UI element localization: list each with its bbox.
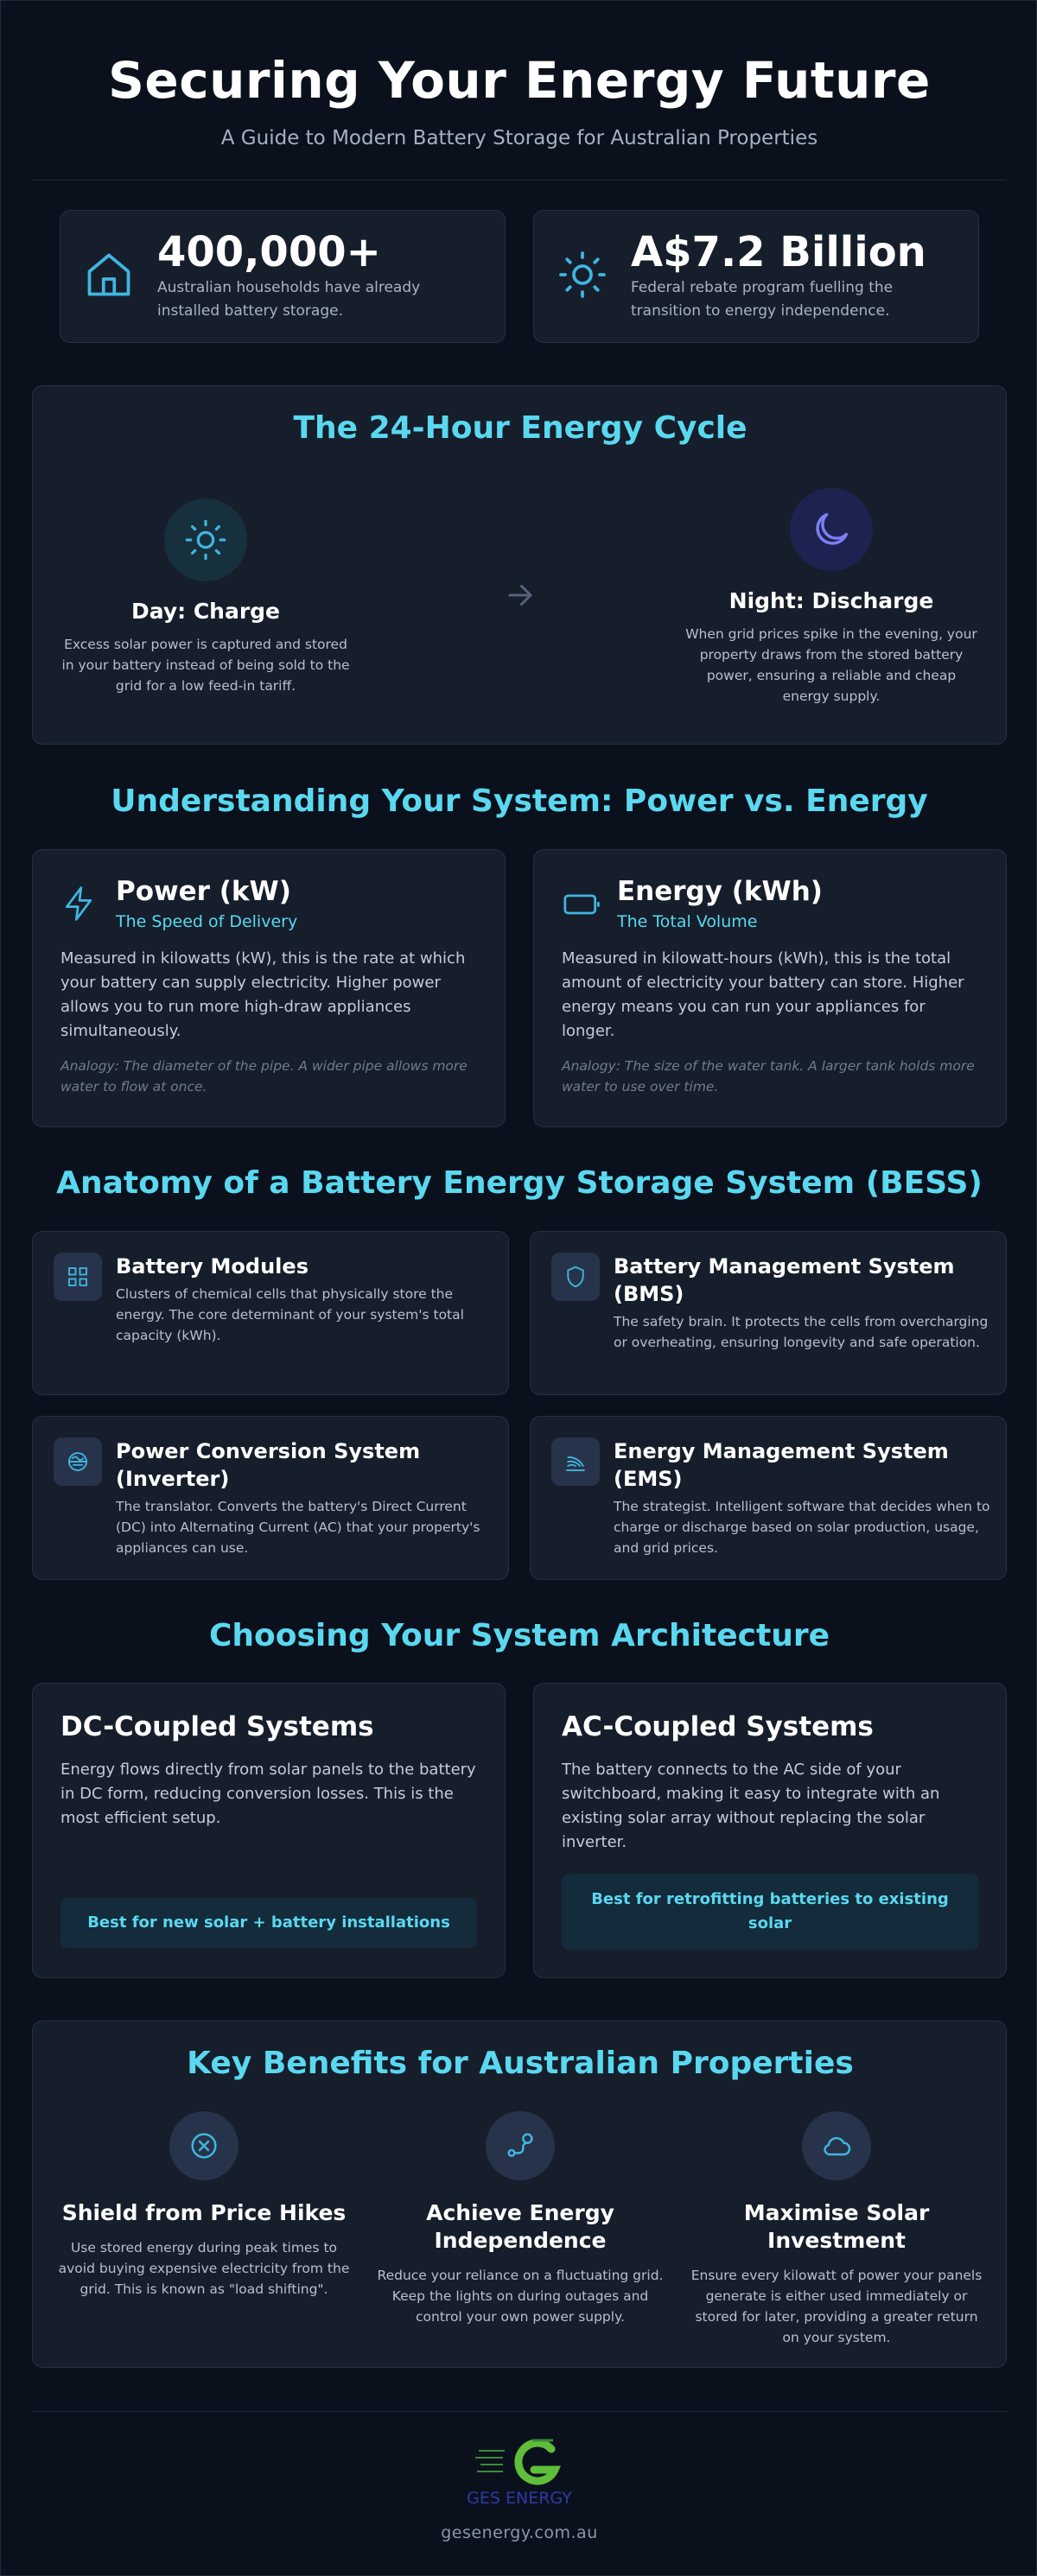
card-description: Energy flows directly from solar panels to the battery in DC form, reducing conversion losses. This is the most efficient setup.: [60, 1761, 476, 1827]
cycle-description: When grid prices spike in the evening, your property draws from the stored battery power, ensuring a reliable and cheap energy supply.: [685, 626, 977, 704]
card-title: Power (kW): [116, 876, 291, 907]
benefit-icon-circle: [802, 2111, 871, 2180]
energy-cycle-section: [32, 385, 1007, 745]
card-analogy: Analogy: The size of the water tank. A larger tank holds more water to use over time.: [562, 1058, 975, 1094]
bess-description: Clusters of chemical cells that physically store the energy. The core determinant of your system's total capacity (kWh).: [116, 1286, 464, 1343]
benefit-title: Achieve Energy Independence: [426, 2200, 614, 2253]
cycle-day: [59, 498, 353, 696]
benefit-description: Use stored energy during peak times to avoid buying expensive electricity from the grid. This is known as "load shifting".: [58, 2240, 350, 2297]
benefit-title: Maximise Solar Investment: [743, 2200, 930, 2253]
arrow-right-icon: [505, 580, 536, 611]
stat-value: 400,000+: [157, 228, 381, 276]
stat-card-households: [60, 210, 506, 343]
cycle-title: Day: Charge: [130, 599, 281, 624]
section-heading: The 24-Hour Energy Cycle: [293, 410, 748, 446]
stat-description: Federal rebate program fuelling the transition to energy independence.: [631, 279, 894, 320]
card-description: The battery connects to the AC side of your switchboard, making it easy to integrate with an existing solar array without replacing the solar inverter.: [562, 1761, 940, 1851]
header-divider: [32, 180, 1007, 181]
power-card: [32, 849, 506, 1127]
icon-box: [551, 1437, 600, 1486]
benefit-description: Reduce your reliance on a fluctuating grid. Keep the lights on during outages and control your own power supply.: [377, 2268, 664, 2325]
benefit-icon-circle: [169, 2111, 239, 2180]
bess-title: Battery Management System (BMS): [614, 1254, 955, 1306]
recommendation-tag: Best for retrofitting batteries to existing solar: [562, 1874, 978, 1950]
website-url: gesenergy.com.au: [441, 2523, 598, 2542]
energy-card: [533, 849, 1007, 1127]
cycle-night: [683, 488, 980, 707]
sun-icon: [557, 249, 608, 301]
icon-box: [551, 1253, 600, 1301]
bess-title: Battery Modules: [116, 1254, 309, 1278]
card-analogy: Analogy: The diameter of the pipe. A wider pipe allows more water to flow at once.: [60, 1058, 468, 1094]
bess-item-bms: [530, 1231, 1007, 1395]
cycle-title: Night: Discharge: [728, 588, 934, 613]
ges-logo: [472, 2435, 567, 2487]
benefit-solar-investment: [690, 2111, 983, 2348]
bess-description: The safety brain. It protects the cells from overcharging or overheating, ensuring longevity and safe operation.: [614, 1314, 989, 1350]
footer-divider: [32, 2411, 1007, 2412]
page-subtitle: A Guide to Modern Battery Storage for Australian Properties: [220, 127, 818, 149]
dc-coupled-card: [32, 1683, 506, 1978]
bess-item-ems: [530, 1416, 1007, 1580]
bess-title: Power Conversion System (Inverter): [116, 1439, 421, 1491]
section-heading: Key Benefits for Australian Properties: [187, 2046, 854, 2081]
brand-name: GES ENERGY: [467, 2489, 572, 2508]
page-title: Securing Your Energy Future: [108, 51, 931, 110]
x-circle-icon: [187, 2129, 221, 2163]
moon-icon: [809, 507, 854, 552]
benefit-description: Ensure every kilowatt of power your panels generate is either used immediately or stored for later, providing a greater return on your system.: [690, 2268, 983, 2345]
night-icon-circle: [790, 488, 873, 571]
converter-icon: [65, 1449, 91, 1475]
bess-item-modules: [32, 1231, 509, 1395]
benefit-icon-circle: [486, 2111, 555, 2180]
bess-description: The translator. Converts the battery's Direct Current (DC) into Alternating Current (AC) that your property's appliances can use.: [116, 1499, 480, 1556]
stat-value: A$7.2 Billion: [631, 228, 926, 276]
card-title: Energy (kWh): [617, 876, 823, 907]
benefits-section: [32, 2021, 1007, 2368]
stat-description: Australian households have already installed battery storage.: [157, 279, 421, 320]
bess-description: The strategist. Intelligent software that decides when to charge or discharge based on solar production, usage, and grid prices.: [614, 1499, 990, 1556]
signal-icon: [563, 1449, 588, 1475]
sun-icon: [183, 517, 228, 562]
card-title: AC-Coupled Systems: [562, 1711, 874, 1742]
card-title: DC-Coupled Systems: [60, 1711, 374, 1742]
bess-item-inverter: [32, 1416, 509, 1580]
benefit-price-hikes: [57, 2111, 351, 2300]
icon-box: [54, 1437, 102, 1486]
grid-icon: [65, 1264, 91, 1290]
recommendation-tag: Best for new solar + battery installations: [60, 1898, 477, 1948]
card-body: Measured in kilowatt-hours (kWh), this is the total amount of electricity your battery can store. Higher energy means you can run your appliances for longer.: [562, 949, 964, 1040]
bess-title: Energy Management System (EMS): [614, 1439, 949, 1491]
lightning-icon: [60, 885, 99, 923]
benefit-independence: [373, 2111, 667, 2327]
section-heading: Understanding Your System: Power vs. Energy: [111, 784, 928, 819]
cycle-description: Excess solar power is captured and stored in your battery instead of being sold to the grid for a low feed-in tariff.: [61, 637, 350, 694]
stat-card-rebate: [533, 210, 979, 343]
day-icon-circle: [164, 498, 247, 581]
card-body: Measured in kilowatts (kW), this is the rate at which your battery can supply electricity. Higher power allows you to run more high-draw appliances simultaneously.: [60, 949, 466, 1040]
cloud-icon: [819, 2129, 854, 2163]
shield-icon: [563, 1264, 588, 1290]
ac-coupled-card: [533, 1683, 1007, 1978]
route-icon: [503, 2129, 538, 2163]
card-subtitle: The Speed of Delivery: [116, 912, 298, 931]
card-subtitle: The Total Volume: [617, 912, 758, 931]
section-heading: Anatomy of a Battery Energy Storage System (BESS): [56, 1165, 983, 1201]
benefit-title: Shield from Price Hikes: [61, 2200, 347, 2225]
section-heading: Choosing Your System Architecture: [208, 1618, 830, 1653]
battery-icon: [562, 885, 603, 923]
icon-box: [54, 1253, 102, 1301]
home-icon: [83, 249, 135, 301]
